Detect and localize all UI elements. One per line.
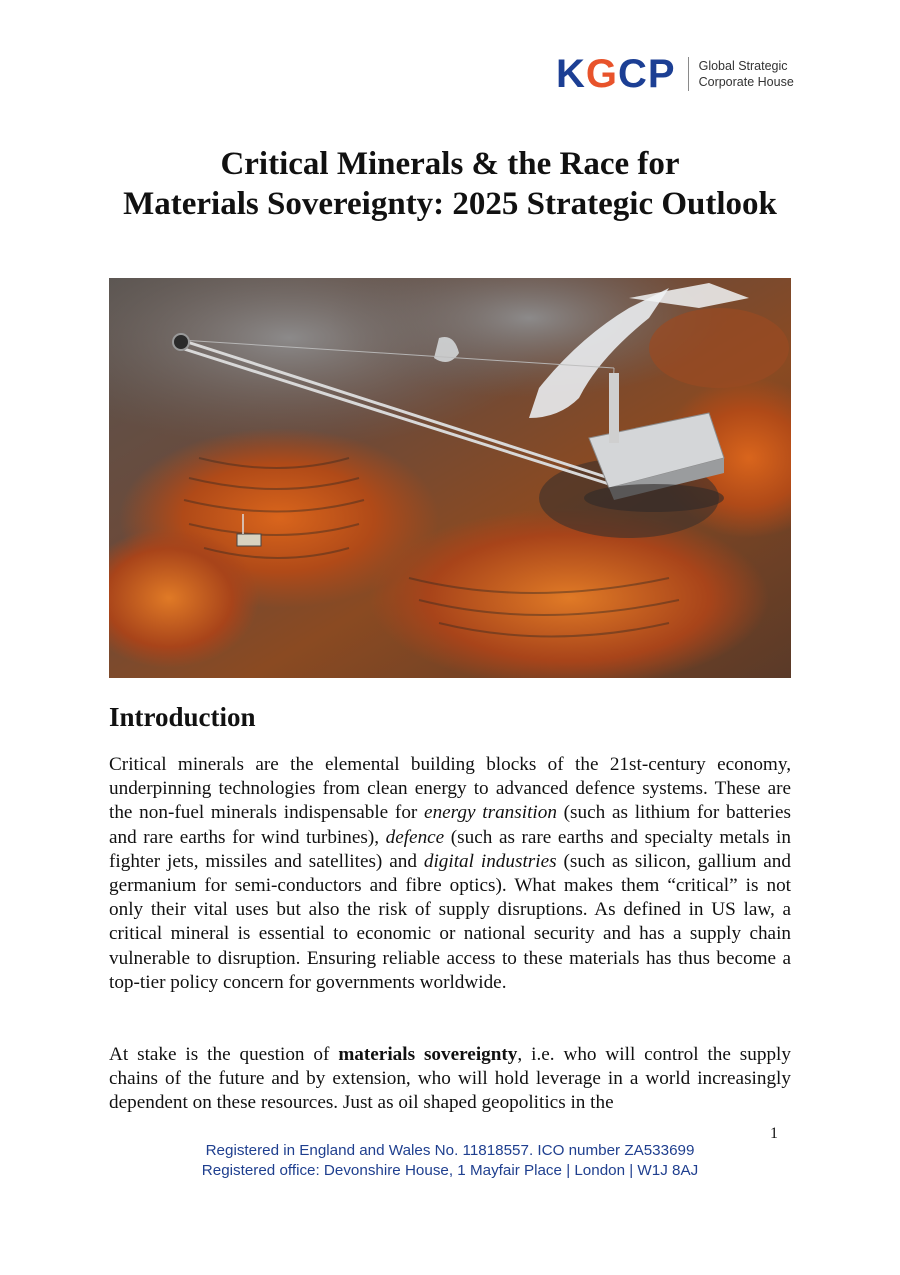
title-line-1: Critical Minerals & the Race for (220, 146, 680, 182)
intro-paragraph-2 (109, 1043, 791, 1116)
para2-bold-materials-sovereignty: materials sovereignty (338, 1044, 518, 1065)
tagline-line-1: Global Strategic (698, 59, 788, 73)
title-line-2: Materials Sovereignty: 2025 Strategic Outlook (123, 186, 777, 222)
logo-tagline (699, 58, 794, 90)
para1-emphasis-defence: defence (385, 826, 445, 848)
footer-registration: Registered in England and Wales No. 11818557. ICO number ZA533699 (205, 1142, 695, 1159)
para1-text-2: (such as lithium for batteries and rare earths for wind turbines), (109, 802, 791, 848)
footer-registered-office: Registered office: Devonshire House, 1 Mayfair Place | London | W1J 8AJ (201, 1162, 699, 1179)
hero-illustration (109, 278, 791, 678)
page-number: 1 (770, 1125, 778, 1142)
para1-emphasis-energy: energy transition (424, 802, 557, 824)
page-footer (100, 1141, 800, 1181)
intro-paragraph-1 (109, 753, 791, 995)
tagline-line-2: Corporate House (698, 75, 794, 89)
para1-emphasis-digital: digital industries (423, 850, 557, 872)
document-title (60, 144, 840, 224)
para1-text-4: (such as silicon, gallium and germanium for semi-conductors and fibre optics). What makes them “critical” is not only their vital uses but also the risk of supply disruptions. As defined in US law, a critical mineral is essential to economic or national security and has a supply chain vulnerable to disruption. Ensuring reliable access to these materials has thus become a top-tier policy concern for governments worldwide. (109, 850, 791, 993)
para2-text-2: , i.e. who will control the supply chains of the future and by extension, who will hold leverage in a world increasingly dependent on these resources. Just as oil shaped geopolitics in the (109, 1044, 791, 1114)
logo-letter-g: G (585, 52, 619, 96)
logo-letter-p: P (647, 52, 676, 96)
section-heading-introduction: Introduction (109, 702, 256, 732)
para1-text-1: Critical minerals are the elemental building blocks of the 21st-century economy, underpinning technologies from clean energy to advanced defence systems. These are the non-fuel minerals indispensable for (109, 754, 791, 824)
logo-wordmark (556, 54, 676, 94)
para1-text-3: (such as rare earths and specialty metals in fighter jets, missiles and satellites) and (109, 826, 791, 872)
logo-divider (688, 57, 689, 91)
logo-letter-k: K (556, 52, 586, 96)
logo-letter-c: C (618, 52, 648, 96)
kgcp-logo (556, 54, 794, 94)
para2-text-1: At stake is the question of (109, 1044, 339, 1065)
mining-dragline-photo (109, 278, 791, 678)
